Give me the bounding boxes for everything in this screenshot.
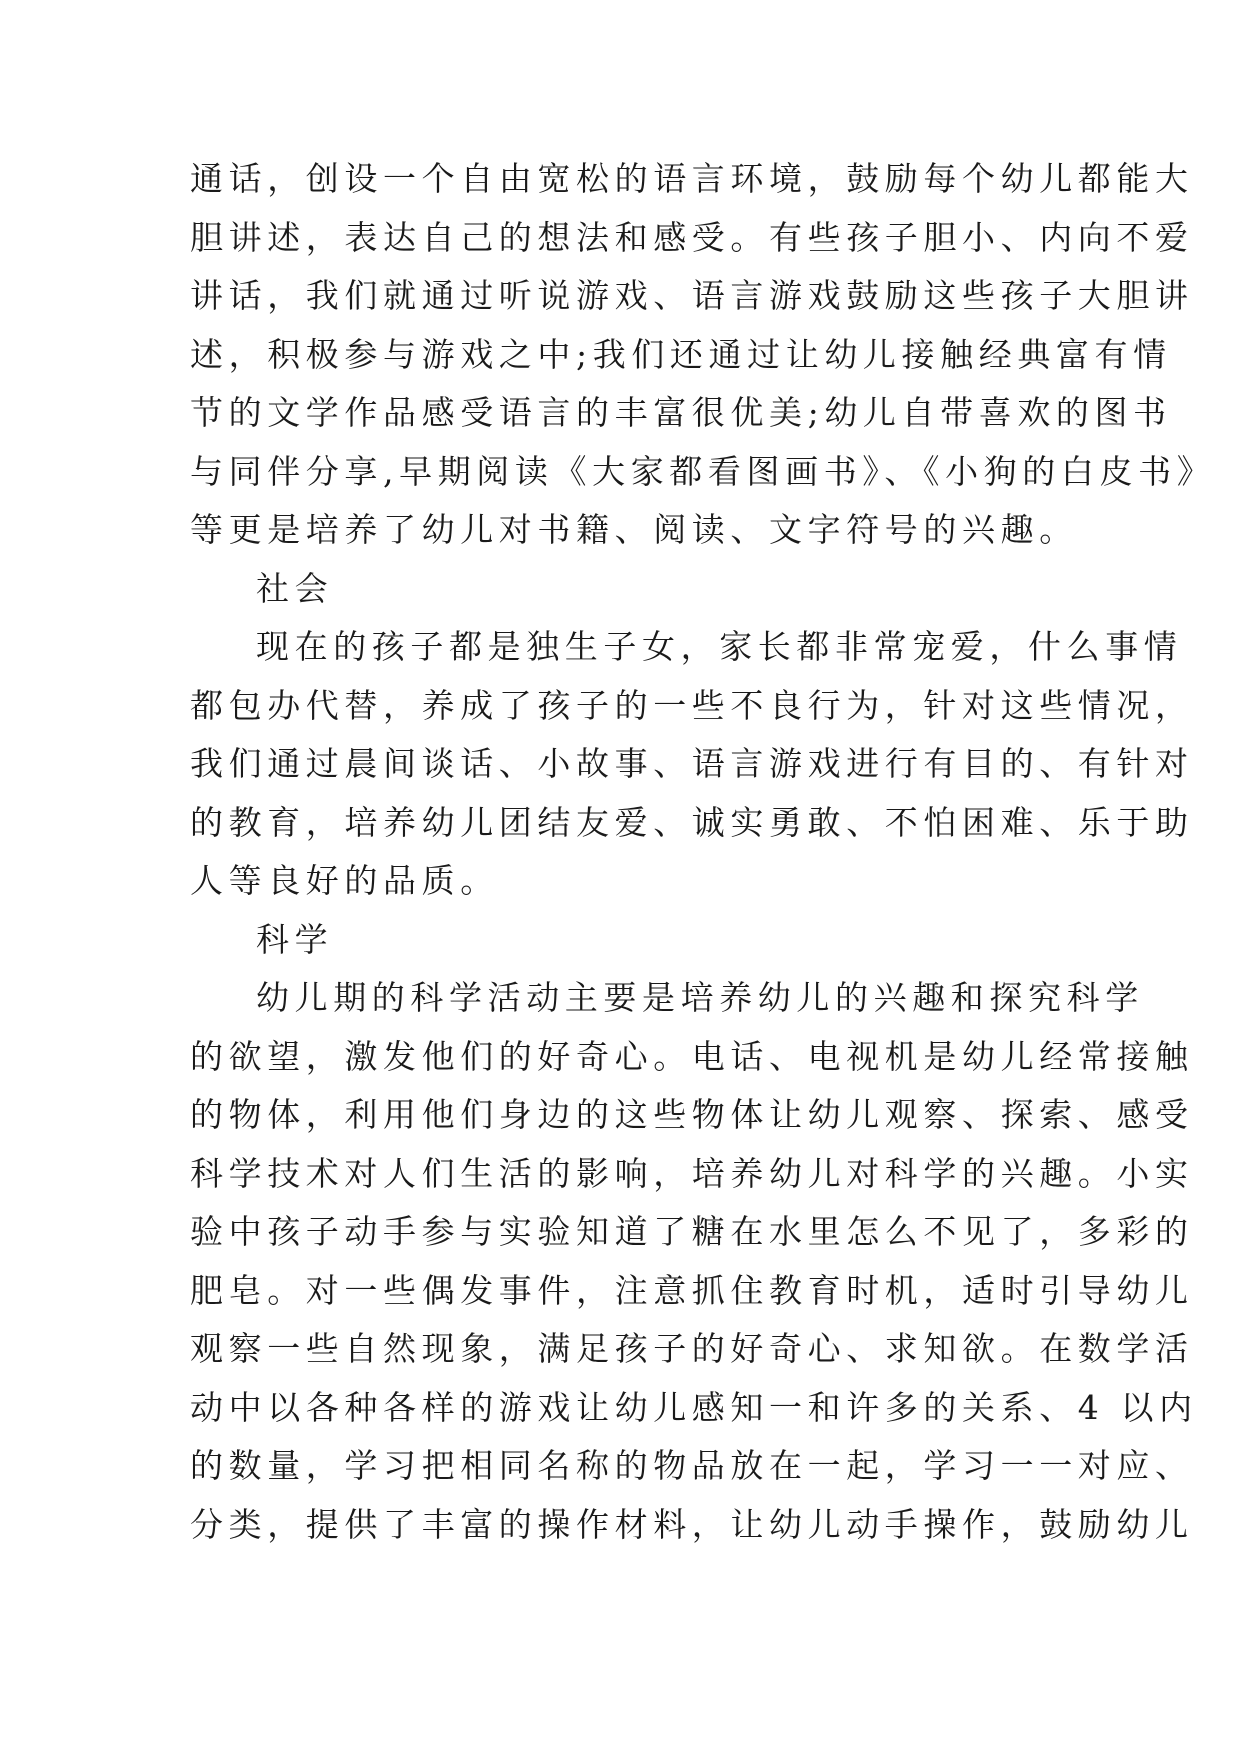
text-line: 验中孩子动手参与实验知道了糖在水里怎么不见了，多彩的 — [190, 1212, 1194, 1251]
text-line: 讲话，我们就通过听说游戏、语言游戏鼓励这些孩子大胆讲 — [190, 276, 1194, 315]
paragraph-social — [190, 618, 1194, 911]
text-line: 科学技术对人们生活的影响，培养幼儿对科学的兴趣。小实 — [190, 1153, 1194, 1193]
text-line: 分类，提供了丰富的操作材料，让幼儿动手操作，鼓励幼儿 — [190, 1504, 1194, 1544]
text-line: 的物体，利用他们身边的这些物体让幼儿观察、探索、感受 — [190, 1095, 1194, 1134]
text-line: 述，积极参与游戏之中;我们还通过让幼儿接触经典富有情 — [190, 334, 1172, 374]
text-line: 人等良好的品质。 — [190, 861, 499, 900]
text-line: 肥皂。对一些偶发事件，注意抓住教育时机，适时引导幼儿 — [190, 1270, 1194, 1310]
text-line: 与同伴分享,早期阅读《大家都看图画书》、《小狗的白皮书》 — [190, 451, 1216, 491]
text-line: 胆讲述，表达自己的想法和感受。有些孩子胆小、内向不爱 — [190, 217, 1194, 257]
text-line: 现在的孩子都是独生子女，家长都非常宠爱，什么事情 — [256, 627, 1183, 666]
text-line: 节的文学作品感受语言的丰富很优美;幼儿自带喜欢的图书 — [190, 393, 1172, 432]
text-line: 等更是培养了幼儿对书籍、阅读、文字符号的兴趣。 — [190, 510, 1078, 549]
text-line: 的数量，学习把相同名称的物品放在一起，学习一一对应、 — [190, 1446, 1194, 1485]
section-heading-social: 社会 — [256, 568, 334, 608]
document-body — [190, 150, 1216, 1554]
text-line: 观察一些自然现象，满足孩子的好奇心、求知欲。在数学活 — [190, 1329, 1194, 1368]
text-line: 的欲望，激发他们的好奇心。电话、电视机是幼儿经常接触 — [190, 1036, 1194, 1076]
text-line: 我们通过晨间谈话、小故事、语言游戏进行有目的、有针对 — [190, 744, 1194, 783]
section-heading-science: 科学 — [256, 919, 334, 959]
text-line: 幼儿期的科学活动主要是培养幼儿的兴趣和探究科学 — [256, 978, 1144, 1017]
text-line: 动中以各种各样的游戏让幼儿感知一和许多的关系、4 以内 — [190, 1387, 1198, 1427]
text-line: 的教育，培养幼儿团结友爱、诚实勇敢、不怕困难、乐于助 — [190, 802, 1194, 842]
paragraph-science — [190, 969, 1198, 1554]
paragraph-language — [190, 150, 1216, 560]
text-line: 通话，创设一个自由宽松的语言环境，鼓励每个幼儿都能大 — [190, 159, 1194, 198]
text-line: 都包办代替，养成了孩子的一些不良行为，针对这些情况， — [190, 685, 1194, 725]
